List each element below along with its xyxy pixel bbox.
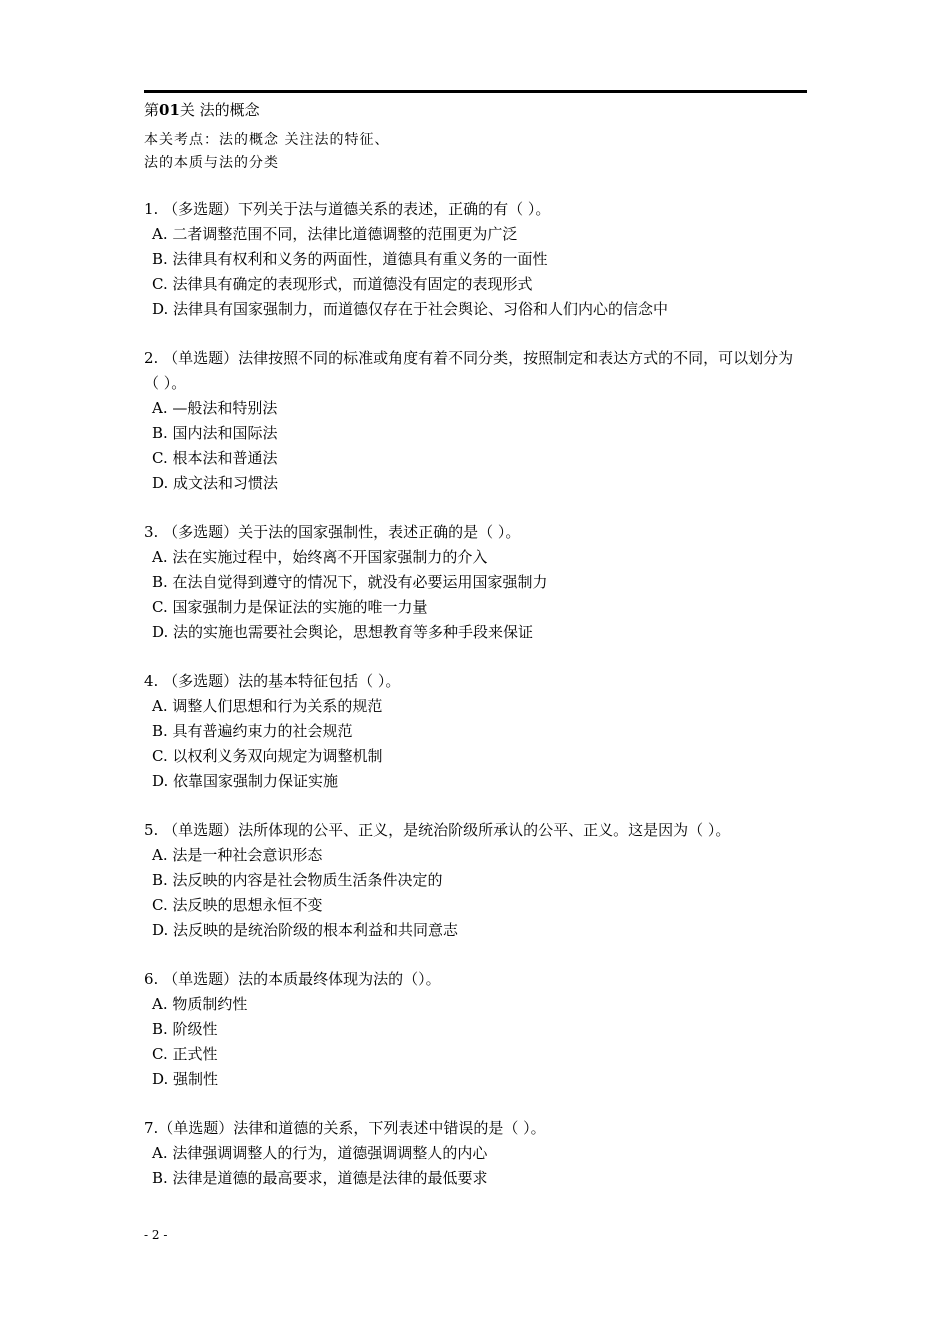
question-stem: 4. （多选题）法的基本特征包括（ ）。: [144, 672, 401, 690]
option-c: C. 正式性: [152, 1045, 218, 1063]
exam-focus-line-2: 法的本质与法的分类: [144, 155, 279, 171]
question-stem: 7.（单选题）法律和道德的关系，下列表述中错误的是（ ）。: [144, 1119, 546, 1137]
question-stem: 2. （单选题）法律按照不同的标准或角度有着不同分类，按照制定和表达方式的不同，可以划分为（ ）。: [144, 349, 794, 392]
page-number: - 2 -: [144, 1228, 168, 1242]
question-stem: 6. （单选题）法的本质最终体现为法的（）。: [144, 970, 441, 988]
question-stem: 1. （多选题）下列关于法与道德关系的表述，正确的有（ ）。: [144, 200, 551, 218]
exam-focus-line-1: 本关考点：法的概念 关注法的特征、: [144, 132, 390, 148]
question-list: [144, 197, 807, 1215]
question-6: [144, 967, 807, 1092]
option-d: D. 法反映的是统治阶级的根本利益和共同意志: [152, 921, 459, 939]
option-b: B. 法律具有权利和义务的两面性，道德具有重义务的一面性: [152, 250, 548, 268]
chapter-number: 01: [159, 101, 180, 119]
option-d: D. 法律具有国家强制力，而道德仅存在于社会舆论、习俗和人们内心的信念中: [152, 300, 669, 318]
option-b: B. 法反映的内容是社会物质生活条件决定的: [152, 871, 443, 889]
question-stem: 5. （单选题）法所体现的公平、正义，是统治阶级所承认的公平、正义。这是因为（ ）。: [144, 821, 731, 839]
option-a: A. 法在实施过程中，始终离不开国家强制力的介入: [152, 548, 488, 566]
option-b: B. 法律是道德的最高要求，道德是法律的最低要求: [152, 1169, 488, 1187]
chapter-prefix: 第: [144, 101, 160, 119]
option-a: A. 物质制约性: [152, 995, 248, 1013]
header-rule: [144, 90, 807, 93]
question-5: [144, 818, 807, 943]
option-b: B. 阶级性: [152, 1020, 218, 1038]
option-d: D. 依靠国家强制力保证实施: [152, 772, 339, 790]
option-b: B. 国内法和国际法: [152, 424, 278, 442]
option-d: D. 成文法和习惯法: [152, 474, 279, 492]
option-d: D. 法的实施也需要社会舆论，思想教育等多种手段来保证: [152, 623, 534, 641]
option-c: C. 法律具有确定的表现形式，而道德没有固定的表现形式: [152, 275, 533, 293]
option-a: A. 法是一种社会意识形态: [152, 846, 323, 864]
question-4: [144, 669, 807, 794]
option-a: A. 二者调整范围不同，法律比道德调整的范围更为广泛: [152, 225, 518, 243]
option-a: A. 法律强调调整人的行为，道德强调调整人的内心: [152, 1144, 488, 1162]
question-7: [144, 1116, 807, 1191]
question-1: [144, 197, 807, 322]
chapter-title: [144, 100, 260, 120]
option-b: B. 在法自觉得到遵守的情况下，就没有必要运用国家强制力: [152, 573, 548, 591]
option-c: C. 以权利义务双向规定为调整机制: [152, 747, 383, 765]
option-c: C. 根本法和普通法: [152, 449, 278, 467]
option-c: C. 国家强制力是保证法的实施的唯一力量: [152, 598, 428, 616]
question-3: [144, 520, 807, 645]
option-d: D. 强制性: [152, 1070, 219, 1088]
chapter-name: 关 法的概念: [179, 101, 260, 119]
option-a: A. —般法和特别法: [152, 399, 278, 417]
question-2: [144, 346, 807, 496]
option-a: A. 调整人们思想和行为关系的规范: [152, 697, 383, 715]
exam-focus: [144, 129, 389, 175]
option-c: C. 法反映的思想永恒不变: [152, 896, 323, 914]
option-b: B. 具有普遍约束力的社会规范: [152, 722, 353, 740]
question-stem: 3. （多选题）关于法的国家强制性，表述正确的是（ ）。: [144, 523, 521, 541]
